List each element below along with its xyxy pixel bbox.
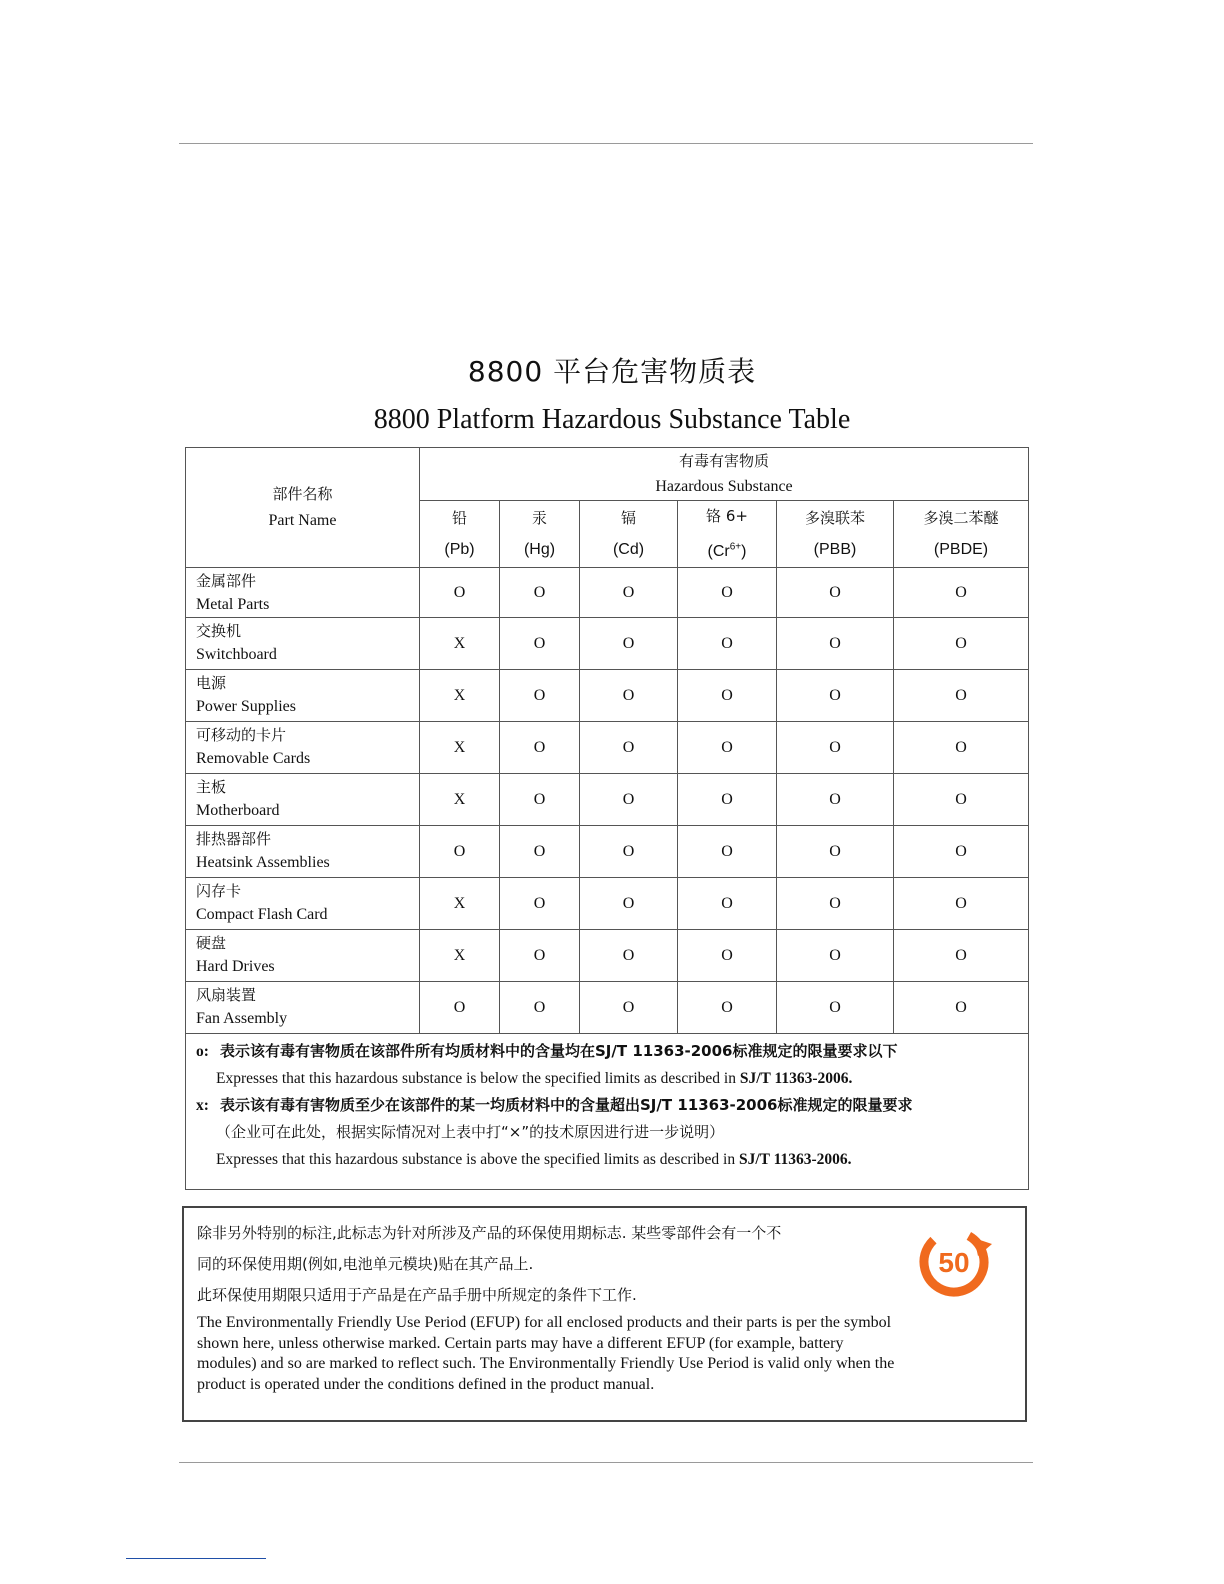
substance-header-en: (Hg) <box>523 541 556 559</box>
part-name-cell <box>186 568 420 618</box>
substance-value-cell: O <box>500 568 580 618</box>
hazardous-substance-header-en: Hazardous Substance <box>655 478 793 495</box>
substance-value-cell: O <box>777 618 894 670</box>
substance-header-en: $(Cr^{6+})$ <box>707 542 747 561</box>
substance-value-cell: O <box>777 774 894 826</box>
substance-header-cn: 镉 <box>620 509 636 528</box>
substance-value-cell: O <box>894 826 1029 878</box>
part-name-cn: 金属部件 <box>196 572 257 591</box>
substance-value-cell: O <box>500 670 580 722</box>
legend-x-english-line <box>196 1146 1020 1173</box>
header-rule <box>179 143 1033 144</box>
part-name-cell <box>186 982 420 1034</box>
substance-header-cn: 多溴二苯醚 <box>923 509 999 528</box>
part-name-en: Power Supplies <box>196 698 296 716</box>
part-name-header-en: Part Name <box>268 512 337 530</box>
part-name-en: Compact Flash Card <box>196 906 328 924</box>
substance-value-cell: X <box>420 722 500 774</box>
substance-header-en: (Cd) <box>612 541 645 559</box>
substance-value-cell: O <box>580 568 678 618</box>
efup-50-recycle-icon <box>914 1224 998 1298</box>
part-name-cell <box>186 618 420 670</box>
substance-value-cell: O <box>777 568 894 618</box>
substance-header-cn: 多溴联苯 <box>804 509 865 528</box>
part-name-cn: 可移动的卡片 <box>196 726 287 745</box>
legend-o-chinese: 表示该有毒有害物质在该部件所有均质材料中的含量均在SJ/T 11363-2006标准规定的限量要求以下 <box>220 1042 898 1061</box>
part-name-cell <box>186 930 420 982</box>
legend-x-standard: SJ/T 11363-2006. <box>739 1151 852 1169</box>
table-row <box>186 774 1029 826</box>
table-row <box>186 618 1029 670</box>
substance-header-3 <box>678 501 777 568</box>
hazardous-substance-header-cn: 有毒有害物质 <box>679 452 770 470</box>
footer-rule <box>179 1462 1033 1463</box>
substance-value-cell: O <box>500 774 580 826</box>
substance-value-cell: O <box>420 982 500 1034</box>
substance-value-cell: O <box>420 568 500 618</box>
substance-value-cell: O <box>894 930 1029 982</box>
substance-value-cell: O <box>500 982 580 1034</box>
legend-x-chinese: 表示该有毒有害物质至少在该部件的某一均质材料中的含量超出SJ/T 11363-2006标准规定的限量要求 <box>220 1096 913 1115</box>
part-name-header-cn: 部件名称 <box>272 485 333 504</box>
substance-value-cell: O <box>580 982 678 1034</box>
substance-header-5 <box>894 501 1029 568</box>
substance-value-cell: X <box>420 618 500 670</box>
table-legend <box>186 1034 1029 1190</box>
substance-value-cell: O <box>500 618 580 670</box>
part-name-cn: 排热器部件 <box>196 830 272 849</box>
table-row <box>186 878 1029 930</box>
title-chinese: 8800 平台危害物质表 <box>467 355 757 388</box>
substance-header-0 <box>420 501 500 568</box>
substance-header-2 <box>580 501 678 568</box>
substance-value-cell: O <box>894 878 1029 930</box>
substance-value-cell: O <box>894 568 1029 618</box>
hazardous-substance-table <box>185 447 1029 1190</box>
efup-icon-label: 50 <box>938 1247 970 1278</box>
substance-value-cell: O <box>500 930 580 982</box>
substance-value-cell: O <box>777 670 894 722</box>
substance-value-cell: O <box>777 826 894 878</box>
part-name-en: Switchboard <box>196 646 277 664</box>
legend-o-key: o: <box>196 1043 209 1061</box>
substance-value-cell: O <box>580 930 678 982</box>
part-name-en: Motherboard <box>196 802 280 820</box>
footnote-rule <box>126 1558 266 1559</box>
part-name-header <box>186 448 420 568</box>
substance-value-cell: O <box>580 878 678 930</box>
table-row <box>186 722 1029 774</box>
legend-x-line <box>196 1092 1020 1119</box>
substance-value-cell: O <box>678 982 777 1034</box>
hazardous-substance-header <box>420 448 1029 501</box>
substance-value-cell: O <box>894 722 1029 774</box>
substance-value-cell: O <box>678 774 777 826</box>
part-name-cn: 主板 <box>196 778 227 797</box>
substance-value-cell: O <box>777 930 894 982</box>
substance-value-cell: O <box>500 878 580 930</box>
substance-value-cell: O <box>580 722 678 774</box>
table-row <box>186 826 1029 878</box>
substance-value-cell: X <box>420 774 500 826</box>
table-row <box>186 670 1029 722</box>
substance-value-cell: O <box>777 722 894 774</box>
part-name-cn: 硬盘 <box>196 934 227 953</box>
substance-value-cell: X <box>420 670 500 722</box>
efup-chinese-line-1: 除非另外特别的标注,此标志为针对所涉及产品的环保使用期标志. 某些零部件会有一个不 <box>197 1224 782 1242</box>
substance-value-cell: O <box>678 878 777 930</box>
legend-o-line <box>196 1038 1020 1065</box>
part-name-en: Hard Drives <box>196 958 275 976</box>
part-name-cell <box>186 826 420 878</box>
substance-value-cell: O <box>678 722 777 774</box>
part-name-cell <box>186 722 420 774</box>
substance-value-cell: O <box>420 826 500 878</box>
part-name-en: Heatsink Assemblies <box>196 854 330 872</box>
substance-value-cell: O <box>678 568 777 618</box>
substance-value-cell: O <box>777 878 894 930</box>
substance-value-cell: O <box>678 618 777 670</box>
substance-value-cell: O <box>678 826 777 878</box>
legend-x-note: （企业可在此处，根据实际情况对上表中打“×”的技术原因进行进一步说明） <box>216 1123 725 1142</box>
part-name-cell <box>186 878 420 930</box>
substance-header-en: (PBDE) <box>933 541 989 559</box>
legend-o-english: Expresses that this hazardous substance is below the specified limits as described in <box>216 1070 736 1088</box>
substance-value-cell: O <box>580 618 678 670</box>
part-name-cn: 风扇装置 <box>196 986 257 1005</box>
substance-header-1 <box>500 501 580 568</box>
legend-x-english: Expresses that this hazardous substance is above the specified limits as described in <box>216 1151 736 1169</box>
substance-value-cell: O <box>500 722 580 774</box>
substance-header-cn: 汞 <box>531 509 547 528</box>
efup-chinese-line-2: 同的环保使用期(例如,电池单元模块)贴在其产品上. <box>197 1255 534 1273</box>
table-row <box>186 930 1029 982</box>
substance-value-cell: O <box>500 826 580 878</box>
substance-header-en: (Pb) <box>444 541 475 559</box>
efup-chinese-line-3: 此环保使用期限只适用于产品是在产品手册中所规定的条件下工作. <box>197 1286 637 1304</box>
legend-o-standard: SJ/T 11363-2006. <box>739 1070 853 1088</box>
substance-value-cell: O <box>580 670 678 722</box>
part-name-cn: 交换机 <box>196 622 242 641</box>
title-english: 8800 Platform Hazardous Substance Table <box>373 404 851 435</box>
legend-x-key: x: <box>196 1097 209 1115</box>
substance-value-cell: O <box>894 670 1029 722</box>
substance-value-cell: X <box>420 930 500 982</box>
substance-value-cell: O <box>580 774 678 826</box>
substance-value-cell: O <box>777 982 894 1034</box>
efup-text <box>197 1218 897 1395</box>
efup-english-paragraph: The Environmentally Friendly Use Period (EFUP) for all enclosed products and their parts is per the symbol shown here, unless otherwise marked. Certain parts may have a different EFUP (for example, battery modules) and so are marked to reflect such. The Environmentally Friendly Use Period is valid only when the product is operated under the conditions defined in the product manual. <box>197 1314 895 1393</box>
legend-o-english-line <box>196 1065 1020 1092</box>
efup-notice-box <box>182 1206 1027 1422</box>
table-row <box>186 568 1029 618</box>
substance-header-en: (PBB) <box>813 541 857 559</box>
substance-value-cell: X <box>420 878 500 930</box>
substance-header-cn: 铬 6+ <box>706 507 748 525</box>
substance-value-cell: O <box>678 930 777 982</box>
substance-value-cell: O <box>580 826 678 878</box>
substance-value-cell: O <box>894 618 1029 670</box>
part-name-en: Removable Cards <box>196 750 311 768</box>
substance-value-cell: O <box>894 774 1029 826</box>
part-name-cell <box>186 670 420 722</box>
part-name-en: Fan Assembly <box>196 1010 288 1028</box>
substance-header-cn: 铅 <box>451 509 467 528</box>
part-name-cn: 电源 <box>196 674 227 693</box>
substance-value-cell: O <box>678 670 777 722</box>
substance-header-4 <box>777 501 894 568</box>
table-row <box>186 982 1029 1034</box>
part-name-en: Metal Parts <box>196 596 270 614</box>
part-name-cell <box>186 774 420 826</box>
part-name-cn: 闪存卡 <box>196 882 242 901</box>
substance-value-cell: O <box>894 982 1029 1034</box>
